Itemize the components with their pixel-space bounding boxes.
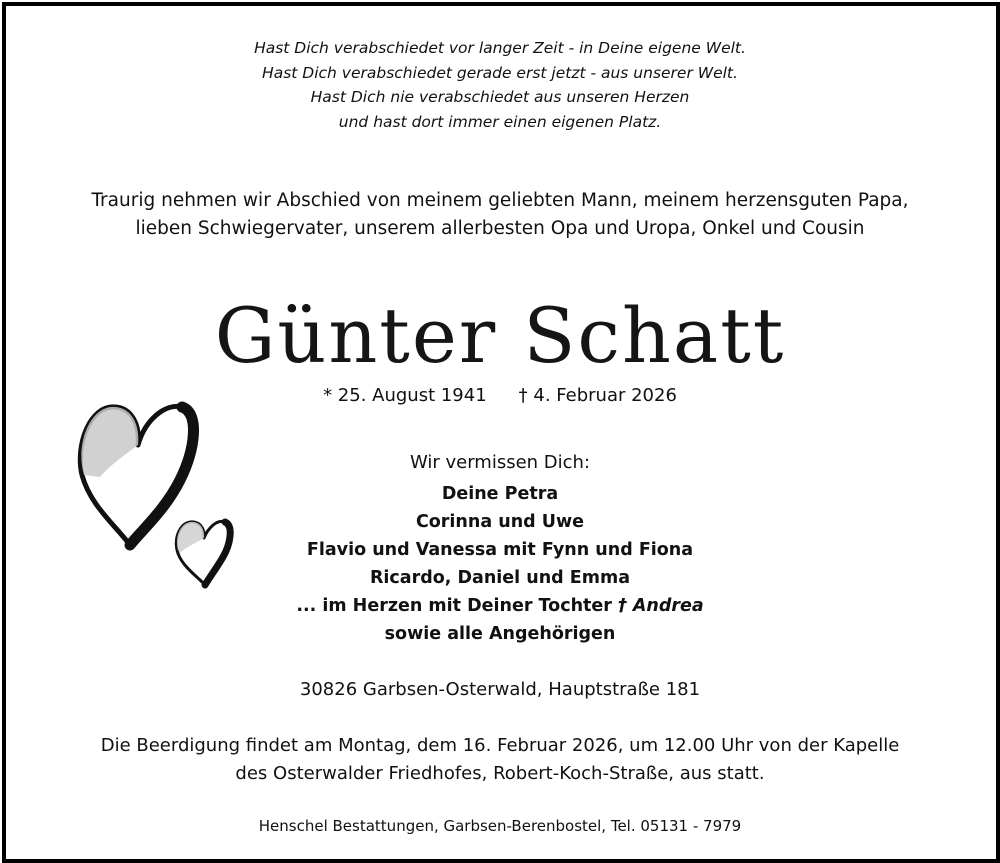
funeral-line-2: des Osterwalder Friedhofes, Robert-Koch-Straße, aus statt. [235,763,765,784]
poem [0,36,1000,134]
mourner-line: Deine Petra [441,484,559,504]
intro-line-1: Traurig nehmen wir Abschied von meinem geliebten Mann, meinem herzensguten Papa, [91,190,909,211]
mourners-closing: sowie alle Angehörigen [384,624,616,644]
memory-line [0,592,1000,620]
deceased-name: Günter Schatt [214,291,786,380]
intro-line-2: lieben Schwiegervater, unserem allerbesten Opa und Uropa, Onkel und Cousin [135,218,865,239]
cross-symbol: † [618,596,627,616]
memory-name: Andrea [632,596,704,616]
memory-prefix: ... im Herzen mit Deiner Tochter [296,596,618,616]
poem-line-4: und hast dort immer einen eigenen Platz. [338,112,662,131]
mourners-list [0,480,1000,648]
birth-date: * 25. August 1941 [323,385,487,406]
funeral-line-1: Die Beerdigung findet am Montag, dem 16. Februar 2026, um 12.00 Uhr von der Kapelle [100,735,900,756]
poem-line-3: Hast Dich nie verabschiedet aus unseren Herzen [310,88,690,106]
death-date: † 4. Februar 2026 [518,385,677,406]
mourner-line: Corinna und Uwe [415,512,585,532]
mourner-line: Flavio und Vanessa mit Fynn und Fiona [306,540,694,560]
family-address: 30826 Garbsen-Osterwald, Hauptstraße 181 [299,679,701,700]
funeral-details [0,732,1000,788]
mourner-line: Ricardo, Daniel und Emma [369,568,631,588]
undertaker-info: Henschel Bestattungen, Garbsen-Berenbostel, Tel. 05131 - 7979 [258,817,742,835]
mourners-heading: Wir vermissen Dich: [409,452,591,473]
intro-text [0,187,1000,243]
poem-line-2: Hast Dich verabschiedet gerade erst jetzt - aus unserer Welt. [262,63,738,82]
poem-line-1: Hast Dich verabschiedet vor langer Zeit - in Deine eigene Welt. [254,39,746,57]
